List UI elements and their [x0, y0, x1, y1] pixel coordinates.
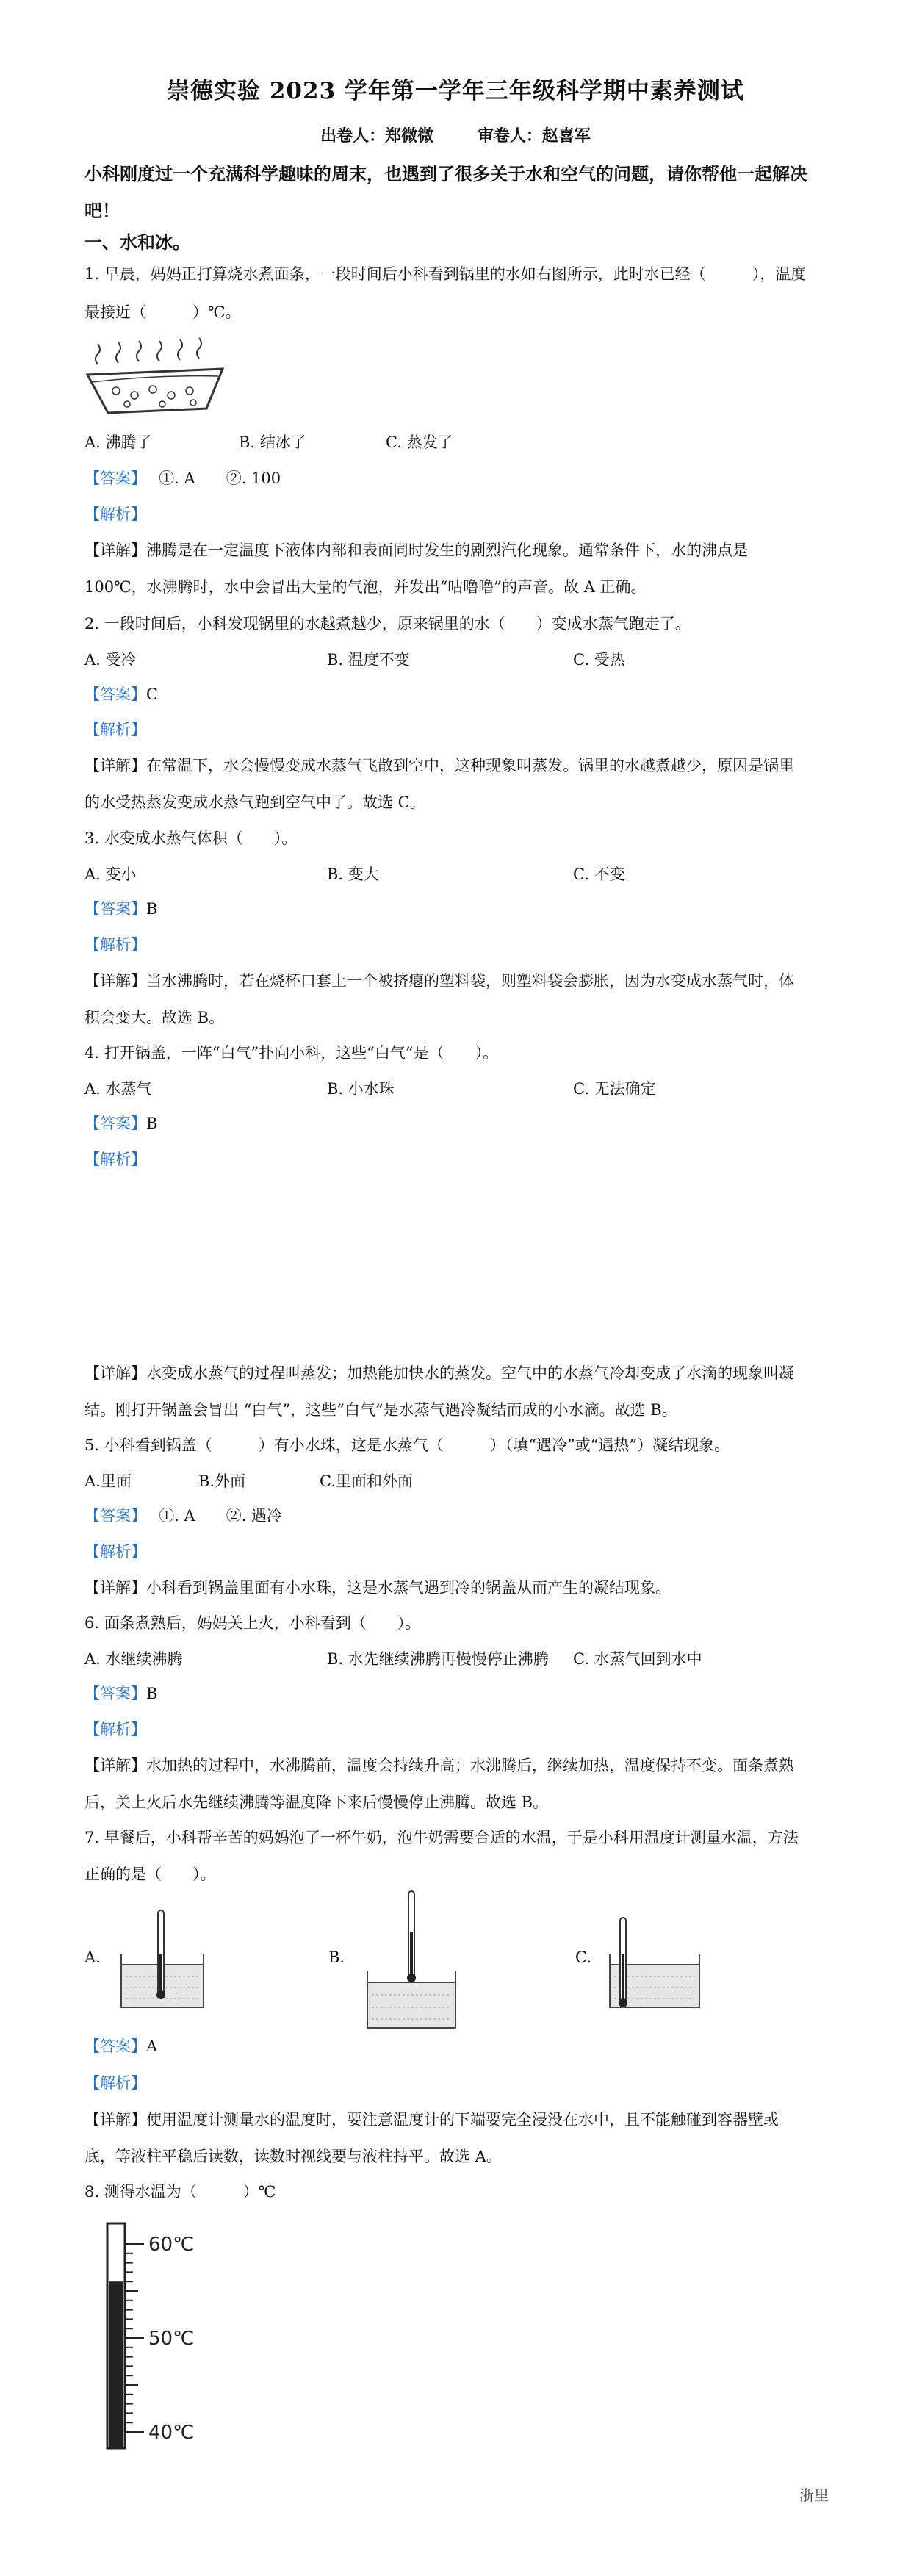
q7-option-c: C.	[575, 1949, 591, 1966]
q6-option-a: A. 水继续沸腾	[84, 1650, 183, 1668]
q5-option-a: A.里面	[84, 1472, 132, 1490]
label-40: 40℃	[148, 2422, 195, 2444]
q8-stem: 8. 测得水温为（ ）℃	[84, 2183, 276, 2201]
q2-option-a: A. 受冷	[84, 651, 137, 669]
q7-stem-line1: 7. 早餐后，小科帮辛苦的妈妈泡了一杯牛奶，泡牛奶需要合适的水温，于是小科用温度计测量水温，方法	[84, 1829, 799, 1846]
q3-answer: 【答案】B	[84, 900, 158, 918]
q4-option-b: B. 小水珠	[327, 1080, 395, 1098]
q2-answer: 【答案】C	[84, 686, 159, 703]
q4-answer: 【答案】B	[84, 1115, 158, 1132]
q1-stem-line1: 1. 早晨，妈妈正打算烧水煮面条，一段时间后小科看到锅里的水如右图所示，此时水已经（ ），温度	[84, 265, 807, 283]
authors-line	[0, 123, 911, 146]
q7-answer: 【答案】A	[84, 2037, 158, 2055]
q4-detail-line2: 结。刚打开锅盖会冒出 “白气”，这些“白气”是水蒸气遇冷凝结而成的小水滴。故选 B。	[84, 1401, 677, 1419]
q7-figure-c	[602, 1903, 713, 2013]
footer-mark: 浙里	[799, 2486, 829, 2504]
q6-detail-line2: 后，关上火后水先继续沸腾等温度降下来后慢慢停止沸腾。故选 B。	[84, 1794, 549, 1811]
q4-detail-line1: 【详解】水变成水蒸气的过程叫蒸发；加热能加快水的蒸发。空气中的水蒸气冷却变成了水滴的现象叫凝	[84, 1364, 794, 1382]
q3-detail-line1: 【详解】当水沸腾时，若在烧杯口套上一个被挤瘪的塑料袋，则塑料袋会膨胀，因为水变成水蒸气时，体	[84, 972, 794, 990]
q5-option-c: C.里面和外面	[320, 1472, 413, 1490]
reviewer: 审卷人：赵喜军	[477, 126, 591, 145]
q2-option-b: B. 温度不变	[327, 651, 410, 669]
q5-detail: 【详解】小科看到锅盖里面有小水珠，这是水蒸气遇到冷的锅盖从而产生的凝结现象。	[84, 1579, 671, 1597]
q6-answer: 【答案】B	[84, 1685, 158, 1702]
q7-stem-line2: 正确的是（ ）。	[84, 1866, 216, 1883]
q4-option-c: C. 无法确定	[573, 1080, 656, 1098]
q3-analysis-tag: 【解析】	[84, 936, 146, 954]
q1-option-b: B. 结冰了	[239, 433, 306, 451]
maker: 出卷人：郑微微	[320, 126, 434, 145]
section-heading: 一、水和冰。	[84, 231, 190, 253]
q3-detail-line2: 积会变大。故选 B。	[84, 1009, 225, 1026]
q2-analysis-tag: 【解析】	[84, 721, 146, 738]
q7-detail-line2: 底，等液柱平稳后读数，读数时视线要与液柱持平。故选 A。	[84, 2148, 502, 2165]
q1-detail-line2: 100℃，水沸腾时，水中会冒出大量的气泡，并发出“咕噜噜”的声音。故 A 正确。	[84, 578, 647, 596]
q1-option-c: C. 蒸发了	[386, 433, 453, 451]
q2-option-c: C. 受热	[573, 651, 625, 669]
q3-option-b: B. 变大	[327, 866, 379, 883]
q6-option-c: C. 水蒸气回到水中	[573, 1650, 702, 1668]
label-60: 60℃	[148, 2234, 195, 2256]
q7-option-b: B.	[328, 1949, 345, 1966]
q5-analysis-tag: 【解析】	[84, 1543, 146, 1561]
q7-figure-a	[114, 1903, 217, 2013]
q1-analysis-tag: 【解析】	[84, 506, 146, 523]
q7-analysis-tag: 【解析】	[84, 2074, 146, 2092]
q3-stem: 3. 水变成水蒸气体积（ ）。	[84, 830, 298, 847]
q6-detail-line1: 【详解】水加热的过程中，水沸腾前，温度会持续升高；水沸腾后，继续加热，温度保持不变。面条煮熟	[84, 1757, 794, 1774]
page-title: 崇德实验 2023 学年第一学年三年级科学期中素养测试	[167, 78, 744, 104]
q1-answer: 【答案】 ①. A ②. 100	[84, 469, 281, 487]
q6-stem: 6. 面条煮熟后，妈妈关上火，小科看到（ ）。	[84, 1614, 421, 1632]
thermometer-figure	[103, 2219, 235, 2454]
q7-option-a: A.	[84, 1949, 101, 1966]
q4-analysis-tag: 【解析】	[84, 1151, 146, 1168]
boiling-pot-figure	[83, 337, 230, 421]
q1-detail-line1: 【详解】沸腾是在一定温度下液体内部和表面同时发生的剧烈汽化现象。通常条件下，水的沸点是	[84, 542, 748, 559]
label-50: 50℃	[148, 2328, 195, 2350]
q3-option-c: C. 不变	[573, 866, 625, 883]
q2-stem: 2. 一段时间后，小科发现锅里的水越煮越少，原来锅里的水（ ）变成水蒸气跑走了。	[84, 615, 691, 633]
q4-stem: 4. 打开锅盖，一阵“白气”扑向小科，这些“白气”是（ ）。	[84, 1044, 499, 1062]
q1-option-a: A. 沸腾了	[84, 433, 152, 451]
q2-detail-line1: 【详解】在常温下，水会慢慢变成水蒸气飞散到空中，这种现象叫蒸发。锅里的水越煮越少，原因是锅里	[84, 757, 794, 774]
q4-option-a: A. 水蒸气	[84, 1080, 152, 1098]
q5-stem: 5. 小科看到锅盖（ ）有小水珠，这是水蒸气（ ）（填“遇冷”或“遇热”）凝结现象。	[84, 1436, 730, 1454]
intro-paragraph: 小科刚度过一个充满科学趣味的周末，也遇到了很多关于水和空气的问题，请你帮他一起解决吧！	[84, 163, 807, 221]
q6-analysis-tag: 【解析】	[84, 1721, 146, 1738]
q7-detail-line1: 【详解】使用温度计测量水的温度时，要注意温度计的下端要完全浸没在水中，且不能触碰到容器壁或	[84, 2111, 779, 2129]
q7-figure-b	[360, 1888, 470, 2035]
q2-detail-line2: 的水受热蒸发变成水蒸气跑到空气中了。故选 C。	[84, 794, 425, 811]
q3-option-a: A. 变小	[84, 866, 137, 883]
thermometer-liquid	[109, 2281, 123, 2447]
q5-answer: 【答案】 ①. A ②. 遇冷	[84, 1507, 283, 1525]
q6-option-b: B. 水先继续沸腾再慢慢停止沸腾	[327, 1650, 549, 1668]
q5-option-b: B.外面	[198, 1472, 246, 1490]
q1-stem-line2: 最接近（ ）℃。	[84, 303, 241, 321]
